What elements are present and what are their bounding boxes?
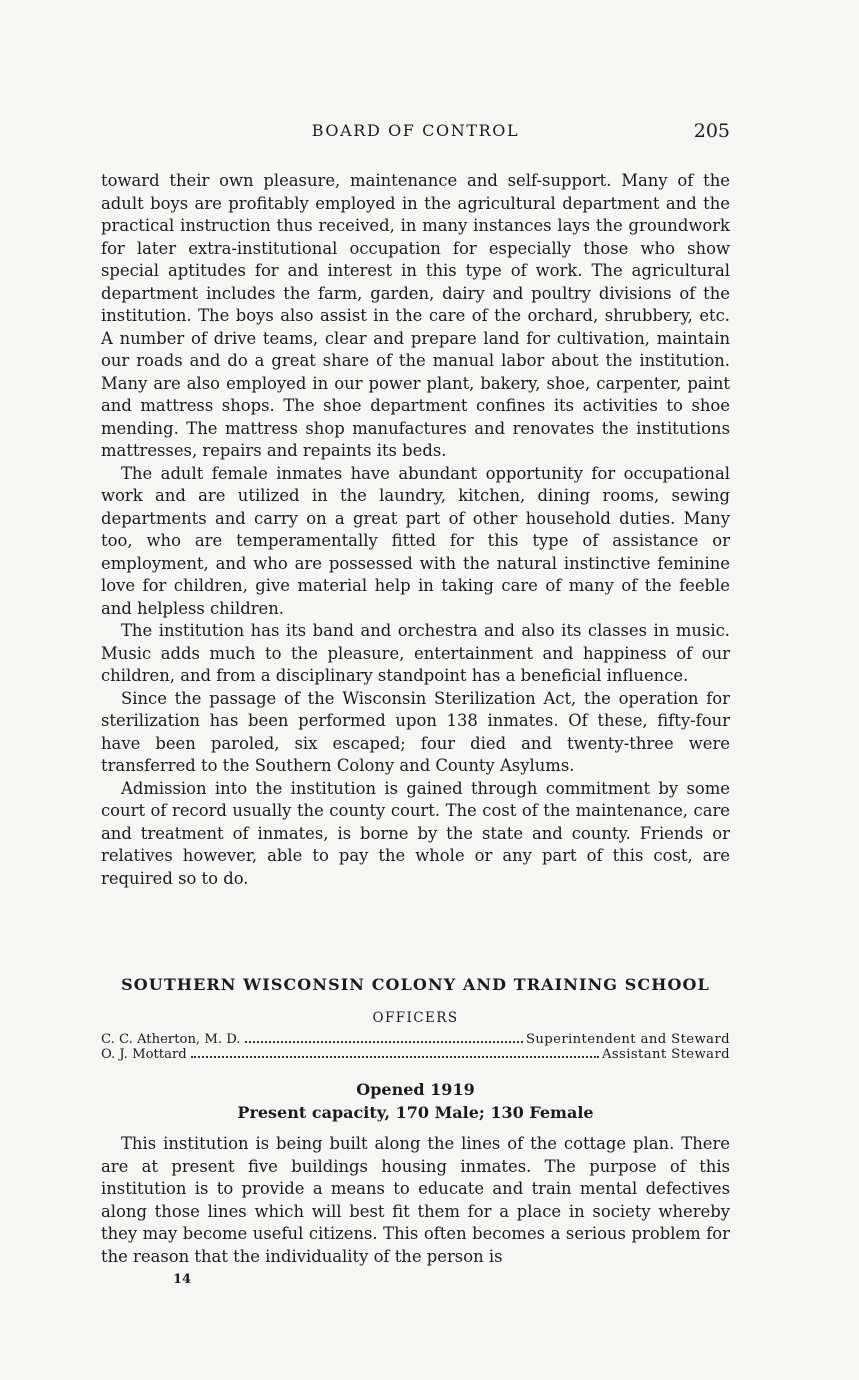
officer-title: Assistant Steward: [601, 1047, 730, 1062]
officer-name: C. C. Atherton, M. D.: [101, 1032, 241, 1047]
dot-leader: [245, 1041, 523, 1043]
capacity-line: Present capacity, 170 Male; 130 Female: [237, 1103, 594, 1122]
running-title: BOARD OF CONTROL: [311, 121, 520, 140]
dot-leader: [191, 1056, 599, 1058]
running-head: [101, 121, 730, 145]
section-body-text: [101, 1133, 730, 1268]
paragraph-music: The institution has its band and orchestra and also its classes in music. Music adds much to the pleasure, entertainment and happiness of our children, and from a disciplinary standpoint has a beneficial influence.: [101, 621, 730, 685]
officers-list: [101, 1032, 730, 1062]
page-number: 205: [693, 120, 730, 142]
officer-name: O. J. Mottard: [101, 1047, 187, 1062]
officer-row: [101, 1032, 730, 1047]
paragraph-sterilization: Since the passage of the Wisconsin Sterilization Act, the operation for sterilization has been performed upon 138 inmates. Of these, fifty-four have been paroled, six escaped; four died and twenty-three were transferred to the Southern Colony and County Asylums.: [101, 688, 730, 775]
body-text: [101, 170, 730, 890]
opened-line: Opened 1919: [356, 1080, 475, 1099]
officer-title: Superintendent and Steward: [525, 1032, 730, 1047]
paragraph-occupations-female: The adult female inmates have abundant opportunity for occupational work and are utilized in the laundry, kitchen, dining rooms, sewing departments and carry on a great part of other household duties. Many too, who are temperamentally fitted for this type of assistance or employment, and who are possessed with the natural instinctive feminine love for children, give material help in taking care of many of the feeble and helpless children.: [101, 463, 730, 618]
paragraph-cottage-plan: This institution is being built along the lines of the cottage plan. There are at present five buildings housing inmates. The purpose of this institution is to provide a means to educate and train mental defectives along those lines which will best fit them for a place in society whereby they may become useful citizens. This often becomes a serious problem for the reason that the individuality of the person is: [101, 1134, 730, 1266]
paragraph-occupations-boys: toward their own pleasure, maintenance and self-support. Many of the adult boys are profitably employed in the agricultural department and the practical instruction thus received, in many instances lays the groundwork for later extra-institutional occupation for especially those who show special aptitudes for and interest in this type of work. The agricultural department includes the farm, garden, dairy and poultry divisions of the institution. The boys also assist in the care of the orchard, shrubbery, etc. A number of drive teams, clear and prepare land for cultivation, maintain our roads and do a great share of the manual labor about the institution. Many are also employed in our power plant, bakery, shoe, carpenter, paint and mattress shops. The shoe department confines its activities to shoe mending. The mattress shop manufactures and renovates the institutions mattresses, repairs and repaints its beds.: [101, 171, 730, 460]
officer-row: [101, 1047, 730, 1062]
document-page: [101, 0, 730, 1380]
section-heading: SOUTHERN WISCONSIN COLONY AND TRAINING SCHOOL: [121, 975, 710, 994]
officers-heading: OFFICERS: [372, 1010, 459, 1026]
signature-mark: 14: [173, 1272, 192, 1287]
paragraph-admission: Admission into the institution is gained through commitment by some court of record usually the county court. The cost of the maintenance, care and treatment of inmates, is borne by the state and county. Friends or relatives however, able to pay the whole or any part of this cost, are required so to do.: [101, 778, 730, 888]
